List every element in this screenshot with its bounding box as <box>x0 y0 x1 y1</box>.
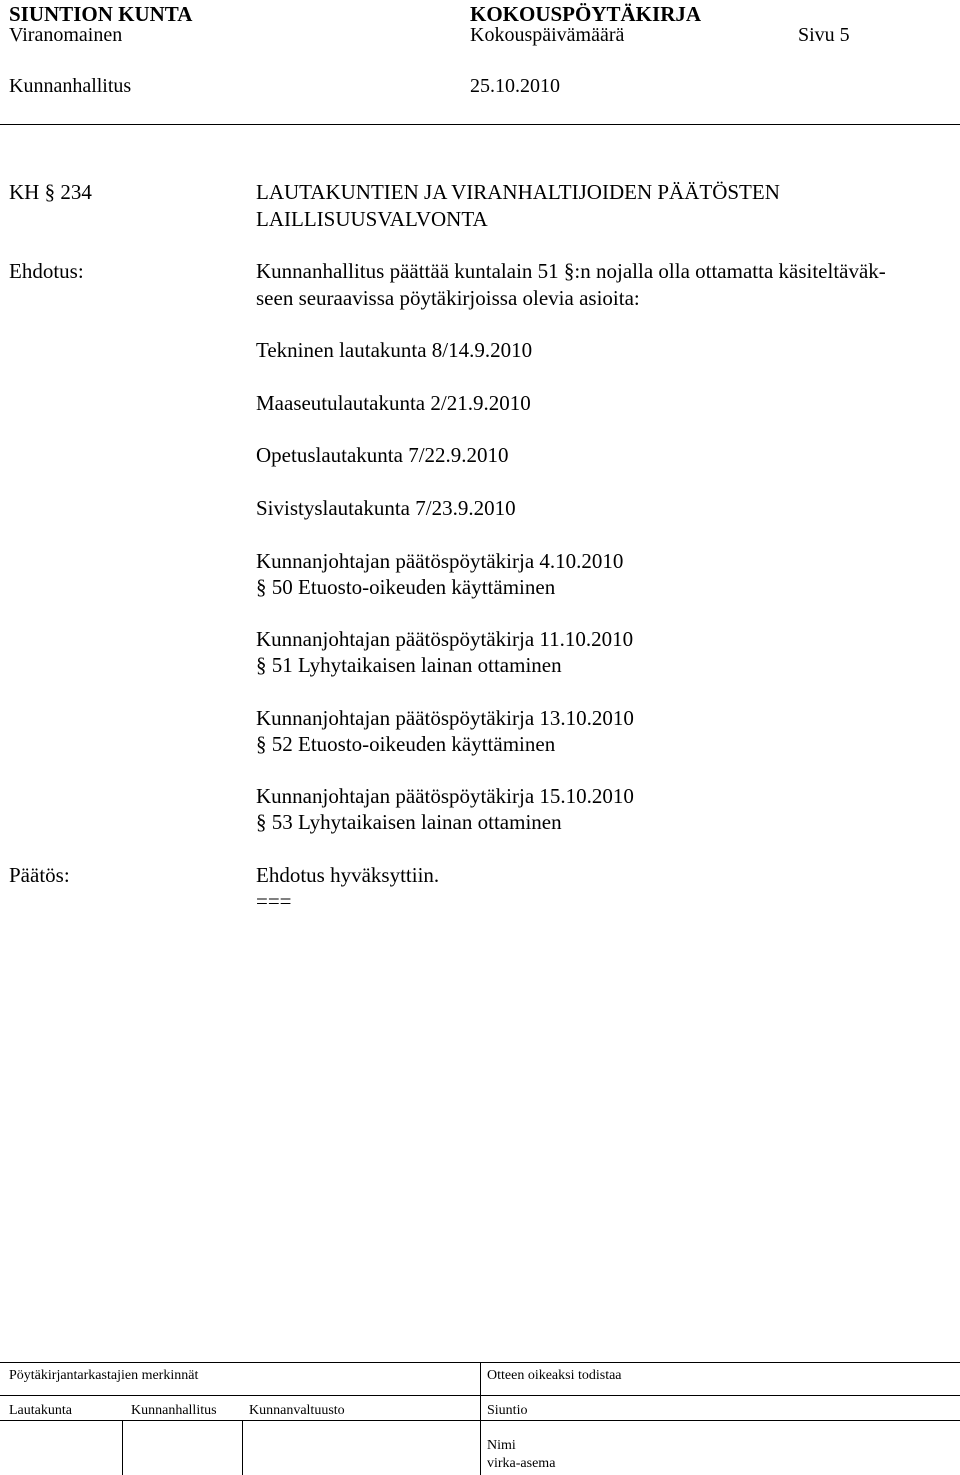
header-divider <box>0 124 960 125</box>
decision-text: Ehdotus hyväksyttiin. <box>256 863 440 887</box>
item-title-line-2: LAILLISUUSVALVONTA <box>256 207 488 231</box>
meeting-date-label: Kokouspäivämäärä <box>470 24 625 46</box>
decision-record-title: Kunnanjohtajan päätöspöytäkirja 13.10.2010 <box>256 706 634 730</box>
footer-col-divider-2 <box>242 1420 243 1475</box>
municipality-name: SIUNTION KUNTA <box>9 2 193 26</box>
decision-record-section: § 51 Lyhytaikaisen lainan ottaminen <box>256 653 562 677</box>
proposal-label: Ehdotus: <box>9 259 84 283</box>
document-type: KOKOUSPÖYTÄKIRJA <box>470 2 702 26</box>
footer-name-label: Nimi <box>487 1438 516 1453</box>
item-number: KH § 234 <box>9 180 92 204</box>
proposal-text-line-1: Kunnanhallitus päättää kuntalain 51 §:n nojalla olla ottamatta käsiteltäväk- <box>256 259 886 283</box>
checkers-label: Pöytäkirjantarkastajien merkinnät <box>9 1368 199 1383</box>
decision-label: Päätös: <box>9 863 70 887</box>
minutes-item: Opetuslautakunta 7/22.9.2010 <box>256 443 509 467</box>
end-mark: === <box>256 889 292 913</box>
minutes-item: Tekninen lautakunta 8/14.9.2010 <box>256 338 533 362</box>
certified-label: Otteen oikeaksi todistaa <box>487 1368 622 1383</box>
decision-record-title: Kunnanjohtajan päätöspöytäkirja 15.10.2010 <box>256 784 634 808</box>
footer-place: Siuntio <box>487 1403 528 1418</box>
meeting-date: 25.10.2010 <box>470 75 560 97</box>
decision-record-section: § 53 Lyhytaikaisen lainan ottaminen <box>256 810 562 834</box>
minutes-item: Maaseutulautakunta 2/21.9.2010 <box>256 391 531 415</box>
footer-center-divider <box>480 1362 481 1475</box>
page-number: Sivu 5 <box>798 24 850 46</box>
authority-label: Viranomainen <box>9 24 123 46</box>
footer-position-label: virka-asema <box>487 1456 556 1471</box>
proposal-text-line-2: seen seuraavissa pöytäkirjoissa olevia asioita: <box>256 286 640 310</box>
decision-record-section: § 50 Etuosto-oikeuden käyttäminen <box>256 575 556 599</box>
decision-record-section: § 52 Etuosto-oikeuden käyttäminen <box>256 732 556 756</box>
item-title-line-1: LAUTAKUNTIEN JA VIRANHALTIJOIDEN PÄÄTÖSTEN <box>256 180 780 204</box>
decision-record-title: Kunnanjohtajan päätöspöytäkirja 4.10.2010 <box>256 549 624 573</box>
footer-col-council: Kunnanvaltuusto <box>249 1403 345 1418</box>
minutes-item: Sivistyslautakunta 7/23.9.2010 <box>256 496 516 520</box>
decision-record-title: Kunnanjohtajan päätöspöytäkirja 11.10.2010 <box>256 627 634 651</box>
authority-name: Kunnanhallitus <box>9 75 132 97</box>
footer-col-government: Kunnanhallitus <box>131 1403 217 1418</box>
footer-col-board: Lautakunta <box>9 1403 72 1418</box>
footer-col-divider-1 <box>122 1420 123 1475</box>
